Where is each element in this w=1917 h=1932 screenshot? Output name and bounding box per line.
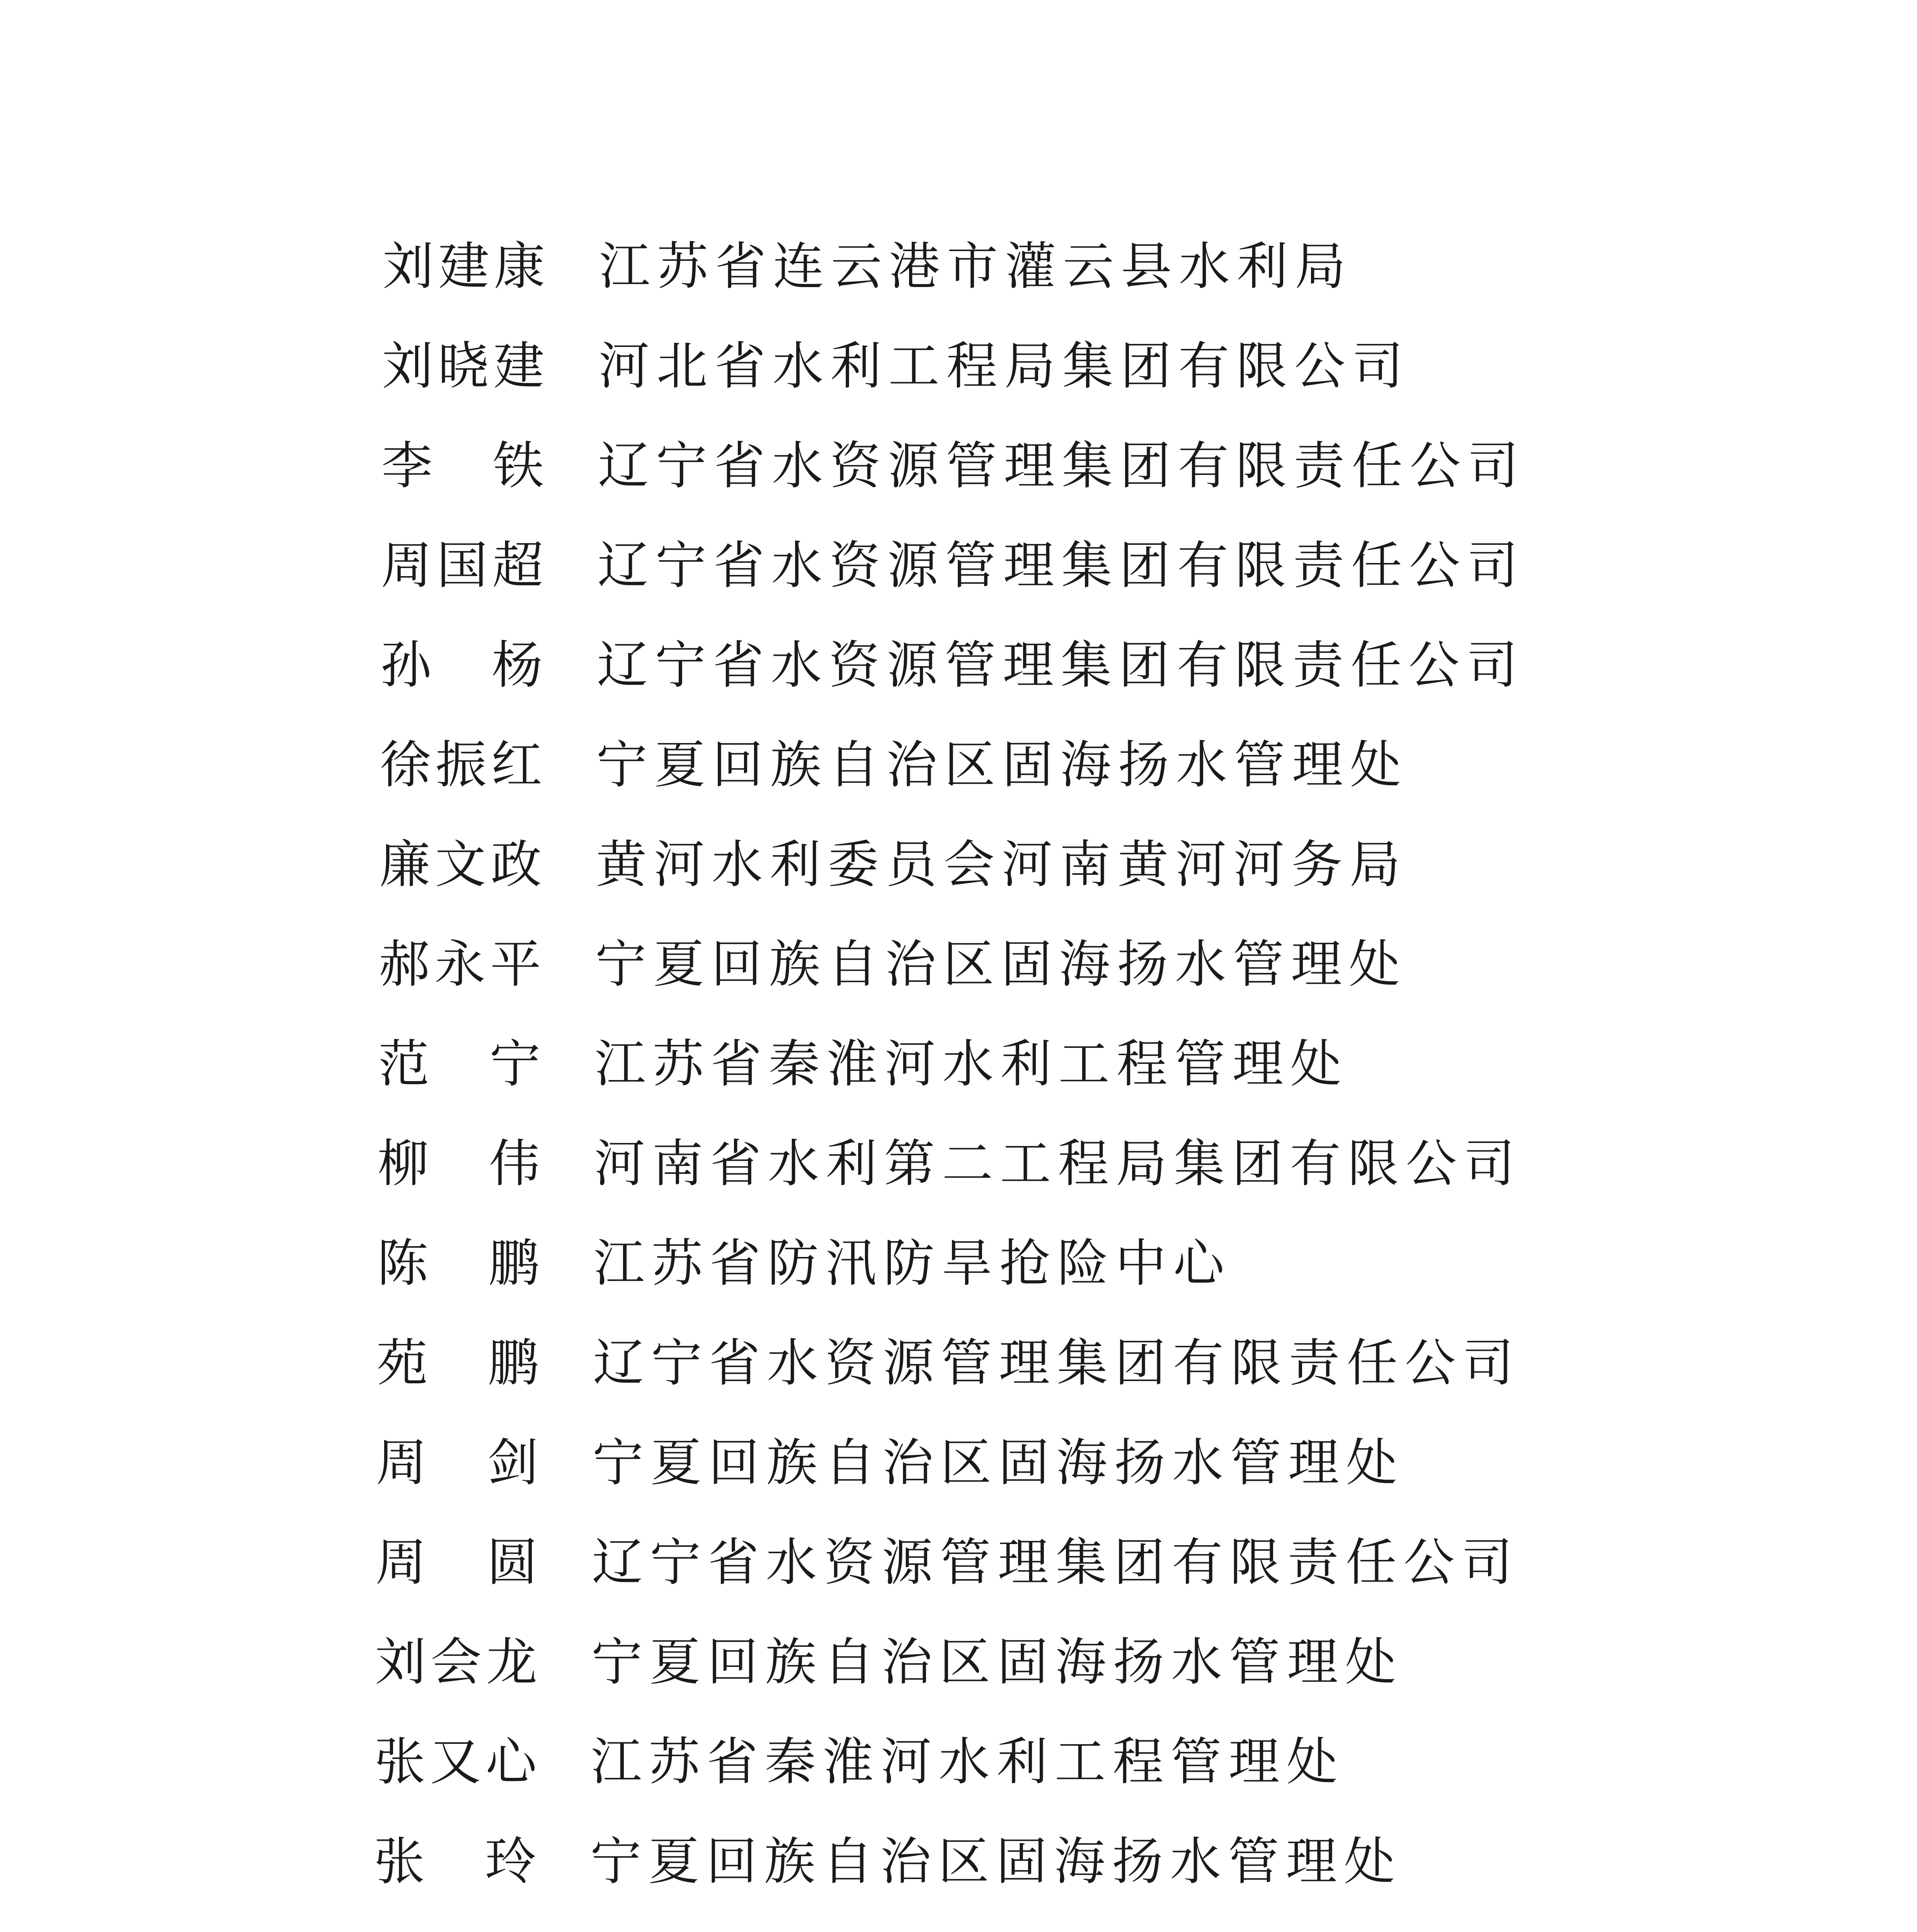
roster-entry xyxy=(379,826,1655,903)
roster-entry xyxy=(375,1723,1650,1801)
organization-name: 宁夏回族自治区固海扬水管理处 xyxy=(592,1433,1404,1493)
person-name-char: 周 xyxy=(375,1533,427,1592)
person-name-char: 铁 xyxy=(493,436,544,496)
person-name-char: 陈 xyxy=(377,1234,428,1293)
organization-name: 江苏省秦淮河水利工程管理处 xyxy=(591,1732,1345,1792)
person-name-char: 张 xyxy=(374,1832,425,1891)
person-name-char: 孙 xyxy=(380,636,432,695)
person-name: 刘会龙 xyxy=(375,1633,537,1692)
person-name-char: 剑 xyxy=(487,1433,538,1493)
organization-name: 江苏省防汛防旱抢险中心 xyxy=(593,1234,1231,1293)
roster-entry xyxy=(380,726,1655,804)
roster-entry xyxy=(381,427,1657,505)
person-name: 刘建康 xyxy=(383,237,545,296)
person-name: 刘晓建 xyxy=(382,337,545,396)
organization-name: 江苏省连云港市灌云县水利局 xyxy=(599,237,1353,296)
person-name-char: 李 xyxy=(381,436,433,496)
organization-name: 辽宁省水资源管理集团有限责任公司 xyxy=(593,1333,1521,1393)
person-name-char: 柳 xyxy=(378,1134,429,1194)
organization-name: 辽宁省水资源管理集团有限责任公司 xyxy=(598,436,1526,496)
roster-entry xyxy=(382,328,1658,405)
person-name: 郝永平 xyxy=(379,935,541,994)
person-name: 周国超 xyxy=(381,536,543,595)
person-name-char xyxy=(373,1923,424,1932)
person-name-char: 范 xyxy=(378,1034,429,1094)
roster-entry xyxy=(377,1225,1653,1302)
organization-name: 宁夏回族自治区固海扬水管理处 xyxy=(590,1832,1402,1891)
person-name-char: 苑 xyxy=(376,1333,428,1393)
roster-entry xyxy=(381,527,1657,604)
person-name-char: 宁 xyxy=(489,1034,541,1094)
roster-entry xyxy=(375,1624,1650,1701)
organization-name: 河北省水利工程局集团有限公司 xyxy=(598,337,1410,396)
organization-name xyxy=(590,1923,1401,1932)
roster-entry xyxy=(380,627,1656,704)
person-name: 廉文政 xyxy=(379,835,542,895)
organization-name: 宁夏回族自治区固海扬水管理处 xyxy=(591,1633,1403,1692)
roster-entry xyxy=(383,228,1658,305)
roster-entry xyxy=(376,1424,1651,1502)
organization-name: 江苏省秦淮河水利工程管理处 xyxy=(594,1034,1348,1094)
roster-entry xyxy=(378,1125,1653,1202)
organization-name: 宁夏回族自治区固海扬水管理处 xyxy=(596,735,1408,795)
roster-entry xyxy=(375,1524,1651,1601)
person-name-char: 伟 xyxy=(489,1134,540,1194)
organization-name: 辽宁省水资源管理集团有限责任公司 xyxy=(592,1533,1520,1592)
organization-name: 辽宁省水资源管理集团有限责任公司 xyxy=(597,536,1525,595)
person-name-char: 鹏 xyxy=(488,1234,540,1293)
organization-name: 宁夏回族自治区固海扬水管理处 xyxy=(595,935,1407,994)
roster-entry xyxy=(378,1026,1654,1103)
roster-entry xyxy=(379,926,1654,1003)
person-name-char: 杨 xyxy=(492,636,543,695)
organization-name: 辽宁省水资源管理集团有限责任公司 xyxy=(597,636,1525,695)
person-name-char: 玲 xyxy=(485,1832,536,1891)
roster-entry xyxy=(376,1325,1652,1402)
organization-name: 黄河水利委员会河南黄河河务局 xyxy=(596,835,1408,895)
person-name-char: 鹏 xyxy=(488,1333,539,1393)
person-name-char xyxy=(485,1923,536,1932)
person-name-char: 圆 xyxy=(487,1533,538,1592)
person-name: 张又心 xyxy=(374,1732,537,1792)
organization-name: 河南省水利第二工程局集团有限公司 xyxy=(594,1134,1522,1194)
person-name: 徐振红 xyxy=(380,735,542,795)
person-name-char: 周 xyxy=(376,1433,427,1493)
roster-entry xyxy=(374,1823,1649,1900)
roster-entry xyxy=(373,1923,1649,1932)
